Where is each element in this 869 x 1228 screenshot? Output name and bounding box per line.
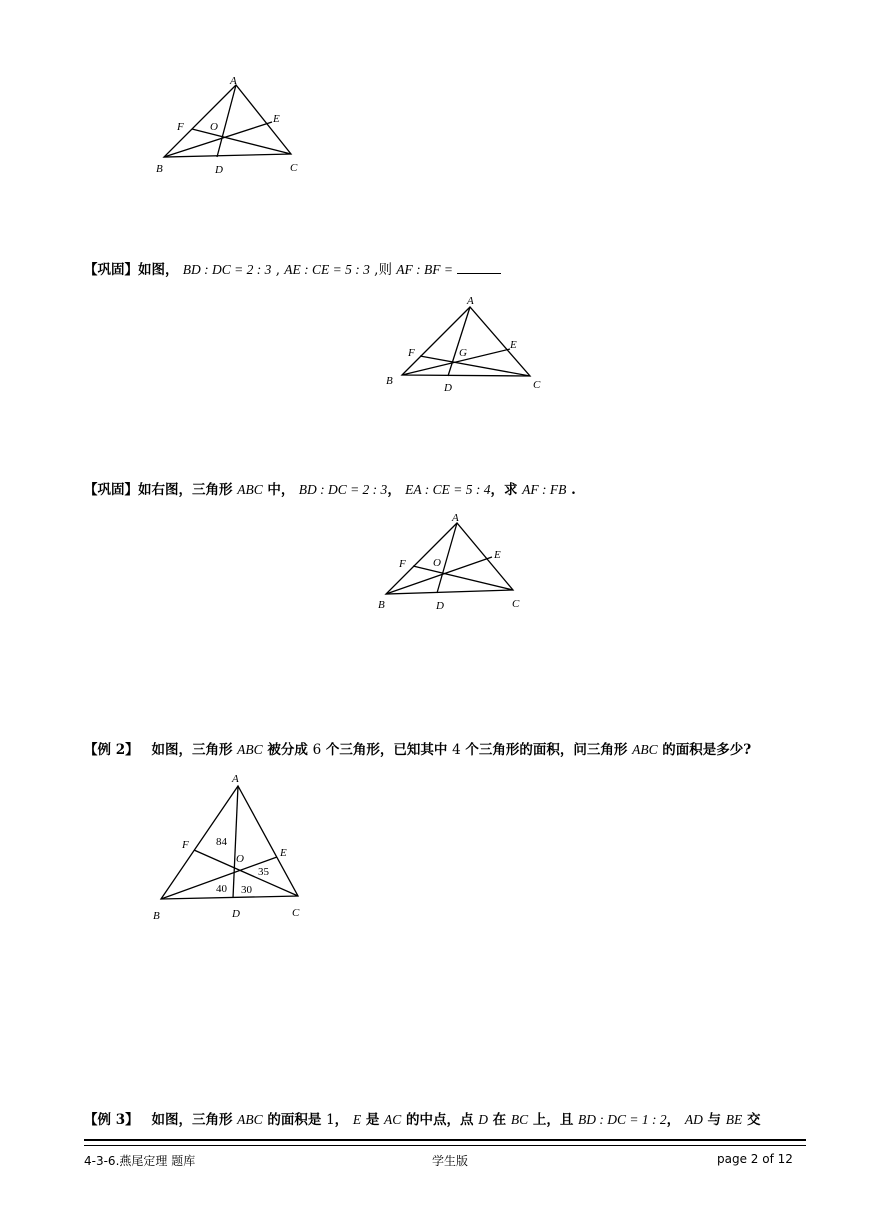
ratio-1: BD : DC = 2 : 3 [298,482,388,497]
ask-prefix: ，求 [490,482,523,498]
end-text: . [566,482,576,498]
number-1: 1 [326,1112,335,1128]
label-b: B [153,910,160,922]
label-o: O [433,557,441,569]
cevian-cf [420,356,530,376]
label-f: F [177,121,184,133]
label-c: C [533,379,541,391]
segment-be: BE [725,1112,743,1127]
label-e: E [494,549,501,561]
text-4: 是 [361,1112,385,1128]
triangle-abc [386,523,513,594]
ask-ratio: AF : FB [522,482,567,497]
cevian-be [164,122,272,157]
mid-text: 中， [262,482,295,498]
triangle-name: ABC [237,1112,263,1127]
area-35: 35 [258,866,269,878]
cevian-ad [448,307,470,376]
label-a: A [232,773,239,785]
cevian-be [402,349,510,375]
ratio-1: BD : DC = 2 : 3 [182,262,272,277]
label-c: C [290,162,298,174]
figure-1-lines [164,85,291,157]
example-tag: 【例 2】 [84,742,139,758]
label-b: B [386,375,393,387]
triangle-name: ABC [237,482,263,497]
text-10: 交 [742,1112,761,1128]
footer-center: 学生版 [432,1154,469,1168]
label-f: F [408,347,415,359]
ratio: BD : DC = 1 : 2 [578,1112,667,1127]
cevian-ad [233,786,238,898]
answer-blank [457,261,501,274]
text-6: 在 [487,1112,511,1128]
label-e: E [510,339,517,351]
footer-right: page 2 of 12 [717,1152,793,1166]
problem-1-text [84,261,501,279]
text-9: 与 [702,1112,726,1128]
example-tag: 【例 3】 [84,1112,139,1128]
area-30: 30 [241,884,252,896]
segment-ac: AC [384,1112,402,1127]
text-1: 如图，三角形 [151,1112,238,1128]
label-a: A [467,295,474,307]
example-2-text [84,741,751,759]
label-c: C [292,907,300,919]
footer-rule-thick [84,1139,806,1141]
triangle-abc [402,307,530,376]
label-c: C [512,598,520,610]
text-7: 上，且 [528,1112,579,1128]
comma: ， [387,482,401,498]
then-text: ,则 [369,262,397,278]
triangle-abc [161,786,298,899]
problem-tag: 【巩固】 [84,482,138,498]
text-8: ， [666,1112,685,1128]
label-e: E [273,113,280,125]
label-d: D [436,600,444,612]
triangle-name-2: ABC [632,742,658,757]
point-e: E [352,1112,362,1127]
cevian-cf [194,850,298,896]
label-d: D [215,164,223,176]
label-d: D [444,382,452,394]
segment-ad: AD [684,1112,703,1127]
text-2: 被分成 [262,742,313,758]
problem-lead: 如右图，三角形 [138,482,238,498]
text-3: ， [334,1112,353,1128]
number-6: 6 [312,742,322,758]
cevian-be [386,557,492,594]
area-40: 40 [216,883,227,895]
text-1: 如图，三角形 [151,742,238,758]
label-d: D [232,908,240,920]
label-e: E [280,847,287,859]
cevian-ad [437,523,457,593]
cevian-cf [192,129,291,154]
footer-rule-thin [84,1145,806,1146]
number-4: 4 [452,742,461,758]
label-b: B [156,163,163,175]
ratio-2: AE : CE = 5 : 3 [284,262,370,277]
label-g: G [459,347,467,359]
cevian-cf [413,566,513,590]
separator: , [271,262,285,278]
text-3: 个三角形，已知其中 [321,742,453,758]
text-2: 的面积是 [262,1112,327,1128]
area-84: 84 [216,836,227,848]
label-f: F [399,558,406,570]
cevian-ad [217,85,236,157]
text-5: 的面积是多少? [657,742,752,758]
ratio-2: EA : CE = 5 : 4 [405,482,491,497]
text-4: 个三角形的面积，问三角形 [460,742,633,758]
label-o: O [210,121,218,133]
label-a: A [452,512,459,524]
problem-2-text [84,481,576,499]
label-a: A [230,75,237,87]
triangle-name: ABC [237,742,263,757]
problem-tag: 【巩固】 [84,262,138,278]
point-d: D [478,1112,488,1127]
segment-bc: BC [510,1112,529,1127]
label-f: F [182,839,189,851]
triangle-abc [164,85,291,157]
cevian-be [161,857,277,899]
ask-ratio: AF : BF = [396,262,453,277]
footer-left: 4-3-6.燕尾定理 题库 [84,1154,196,1168]
text-5: 的中点，点 [401,1112,479,1128]
label-b: B [378,599,385,611]
problem-lead: 如图， [138,262,179,278]
example-3-text [84,1111,760,1129]
label-o: O [236,853,244,865]
